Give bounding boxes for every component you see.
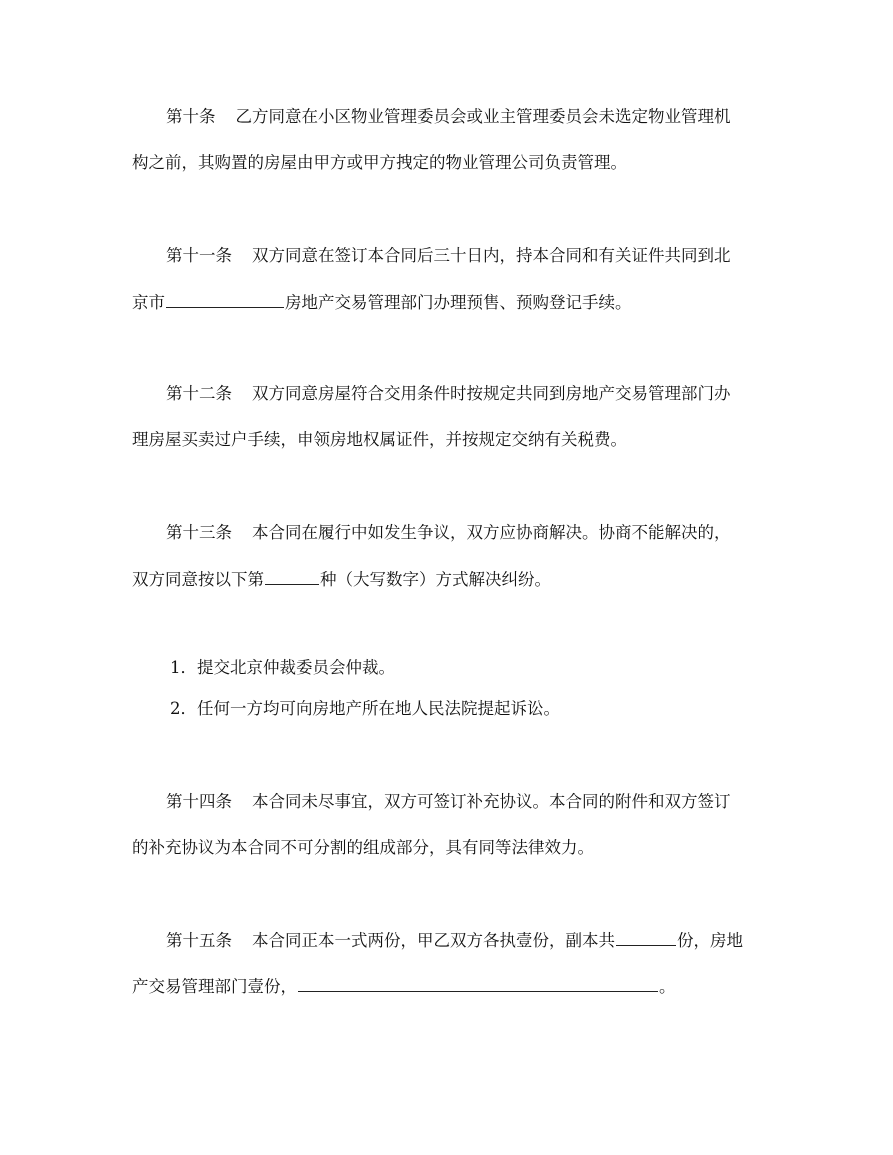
article-10-line-2 [132, 151, 627, 175]
city-blank-field[interactable] [166, 290, 284, 308]
article-13-line-2 [132, 567, 551, 592]
article-15-text-1b: 份，房地 [677, 931, 743, 950]
article-14-line-1 [166, 790, 731, 814]
option-2 [170, 697, 560, 721]
article-10-text-2: 构之前，其购置的房屋由甲方或甲方拽定的物业管理公司负责管理。 [132, 153, 627, 172]
option-1-text: 提交北京仲裁委员会仲裁。 [197, 658, 395, 677]
method-number-blank-field[interactable] [265, 567, 319, 585]
article-13-text-1: 本合同在履行中如发生争议，双方应协商解决。协商不能解决的， [252, 523, 731, 542]
article-12-line-1 [166, 382, 731, 406]
article-15-line-1 [166, 928, 743, 953]
article-10-label: 第十条 [166, 107, 216, 126]
article-13-label: 第十三条 [166, 523, 232, 542]
article-15-text-2a: 产交易管理部门壹份， [132, 977, 297, 996]
article-13-line-1 [166, 521, 731, 545]
article-14-line-2 [132, 836, 594, 860]
article-14-text-2: 的补充协议为本合同不可分割的组成部分，具有同等法律效力。 [132, 838, 594, 857]
article-14-text-1: 本合同未尽事宜，双方可签订补充协议。本合同的附件和双方签订 [252, 792, 731, 811]
article-12-text-2: 理房屋买卖过户手续，申领房地权属证件，并按规定交纳有关税费。 [132, 430, 627, 449]
option-1 [170, 656, 395, 680]
article-13-text-2a: 双方同意按以下第 [132, 570, 264, 589]
article-15-text-1a: 本合同正本一式两份，甲乙双方各执壹份，副本共 [252, 931, 615, 950]
article-15-text-2b: 。 [659, 977, 676, 996]
option-2-number: 2． [170, 699, 197, 718]
article-11-text-2a: 京市 [132, 293, 165, 312]
article-11-line-2 [132, 290, 632, 315]
article-13-text-2b: 种（大写数字）方式解决纠纷。 [320, 570, 551, 589]
copies-count-blank-field[interactable] [616, 928, 676, 946]
article-14-label: 第十四条 [166, 792, 232, 811]
article-15-line-2 [132, 974, 676, 999]
article-11-label: 第十一条 [166, 246, 232, 265]
article-12-text-1: 双方同意房屋符合交用条件时按规定共同到房地产交易管理部门办 [252, 384, 731, 403]
option-2-text: 任何一方均可向房地产所在地人民法院提起诉讼。 [197, 699, 560, 718]
option-1-number: 1． [170, 658, 197, 677]
other-copies-blank-field[interactable] [298, 974, 658, 992]
article-11-line-1 [166, 244, 731, 268]
article-11-text-2b: 房地产交易管理部门办理预售、预购登记手续。 [285, 293, 632, 312]
article-15-label: 第十五条 [166, 931, 232, 950]
article-11-text-1: 双方同意在签订本合同后三十日内，持本合同和有关证件共同到北 [252, 246, 731, 265]
article-10-line-1 [166, 105, 731, 129]
article-12-line-2 [132, 428, 627, 452]
article-10-text-1: 乙方同意在小区物业管理委员会或业主管理委员会未选定物业管理机 [235, 107, 731, 126]
article-12-label: 第十二条 [166, 384, 232, 403]
